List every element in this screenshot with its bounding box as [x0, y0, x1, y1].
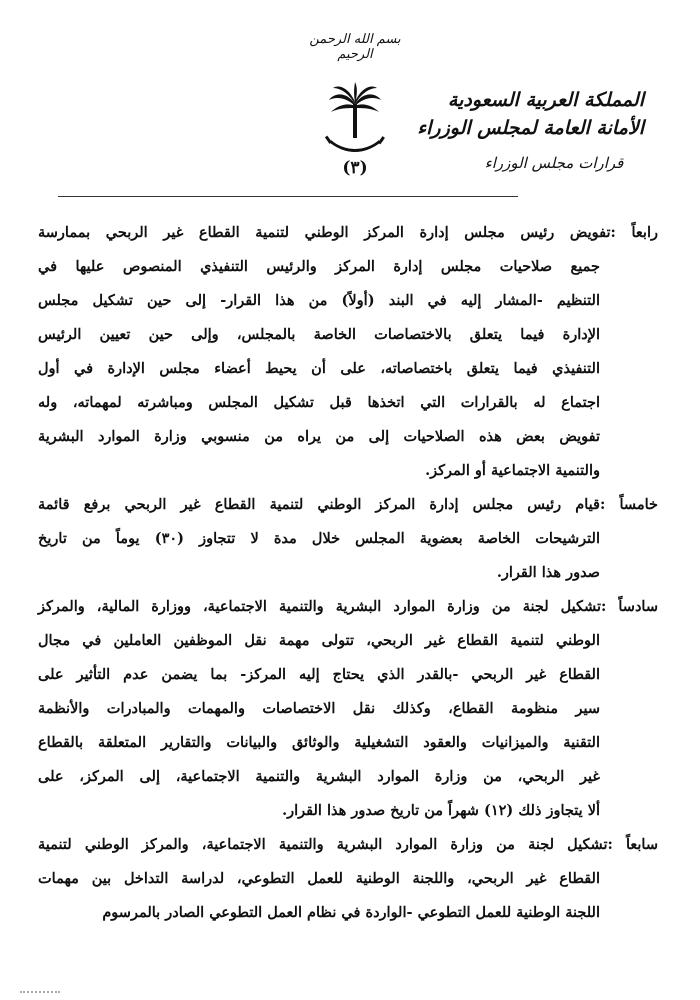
decision-line-text: والتنمية الاجتماعية أو المركز.: [425, 462, 600, 479]
decision-line-text: الترشيحات الخاصة بعضوية المجلس خلال مدة لا تتجاوز (٣٠) يوماً من تاريخ: [38, 530, 600, 547]
decision-line-text: تفويض رئيس مجلس إدارة المركز الوطني لتنمية القطاع غير الربحي بممارسة: [38, 224, 611, 241]
decision-line-text: الإدارة فيما يتعلق بالاختصاصات الخاصة بالمجلس، وإلى حين تعيين الرئيس: [38, 326, 600, 343]
kingdom-title: المملكة العربية السعودية: [447, 89, 644, 111]
decision-line: [38, 522, 658, 556]
decision-line: [38, 590, 658, 624]
issuing-authority: [417, 86, 644, 176]
decision-line-text: الوطني لتنمية القطاع غير الربحي، تتولى مهمة نقل الموظفين العاملين في مجال: [38, 632, 600, 649]
decision-line: [38, 250, 658, 284]
decision-line: [38, 862, 658, 896]
decision-line: [38, 556, 658, 590]
decision-line-text: التنظيم -المشار إليه في البند (أولاً) من هذا القرار- إلى حين تشكيل مجلس: [38, 292, 600, 309]
decision-item-label: سادساً :: [601, 598, 658, 615]
decision-line: [38, 386, 658, 420]
decision-line-text: تشكيل لجنة من وزارة الموارد البشرية والتنمية الاجتماعية، والمركز الوطني لتنمية: [38, 836, 608, 853]
decision-item: [38, 590, 658, 828]
decision-line-text: جميع صلاحيات مجلس إدارة المركز والرئيس التنفيذي المنصوص عليها في: [38, 258, 600, 275]
decision-item-label: خامساً :: [600, 496, 659, 513]
decision-line-text: تفويض بعض هذه الصلاحيات إلى من يراه من منسوبي وزارة الموارد البشرية: [38, 428, 600, 445]
decision-line-text: غير الربحي، من وزارة الموارد البشرية والتنمية الاجتماعية، إلى المركز، على: [38, 768, 600, 785]
decision-line: [38, 726, 658, 760]
decision-body: [38, 216, 658, 930]
saudi-palm-swords-emblem-icon: [325, 82, 385, 162]
decision-line: [38, 794, 658, 828]
decision-line: [38, 896, 658, 930]
decision-line: [38, 352, 658, 386]
decision-item: [38, 216, 658, 488]
decision-line: [38, 216, 658, 250]
decision-line: [38, 624, 658, 658]
decision-line-text: سير منظومة القطاع، وكذلك نقل الاختصاصات والمهمات والمبادرات والأنظمة: [38, 700, 600, 717]
header-divider: [58, 196, 518, 197]
decision-item-label: رابعاً :: [610, 224, 658, 241]
decision-item: [38, 488, 658, 590]
decision-line-text: اللجنة الوطنية للعمل التطوعي -الواردة في نظام العمل التطوعي الصادر بالمرسوم: [102, 904, 600, 921]
basmala: بسم الله الرحمن الرحيم: [309, 32, 401, 62]
decision-line: [38, 692, 658, 726]
decision-line: [38, 318, 658, 352]
decision-line-text: التقنية والميزانيات والعقود التشغيلية والوثائق والبيانات والتقارير المتعلقة بالقطاع: [38, 734, 600, 751]
decision-item: [38, 828, 658, 930]
page-number: (٣): [342, 158, 368, 178]
decision-line-text: التنفيذي فيما يتعلق باختصاصاته، على أن يحيط أعضاء مجلس الإدارة في أول: [38, 360, 600, 377]
decision-line: [38, 488, 658, 522]
decision-line: [38, 420, 658, 454]
decision-line: [38, 760, 658, 794]
secretariat-title: الأمانة العامة لمجلس الوزراء: [417, 117, 644, 139]
decision-line-text: ألا يتجاوز ذلك (١٢) شهراً من تاريخ صدور هذا القرار.: [282, 802, 600, 819]
footer-mark: [20, 991, 60, 996]
decision-line-text: صدور هذا القرار.: [496, 564, 600, 581]
decision-line: [38, 658, 658, 692]
decision-line-text: اجتماع له بالقرارات التي اتخذها قبل تشكيل المجلس ومباشرته لمهماته، وله: [38, 394, 600, 411]
decision-line-text: القطاع غير الربحي، واللجنة الوطنية للعمل التطوعي، لدراسة التداخل بين مهمات: [38, 870, 600, 887]
decision-line-text: القطاع غير الربحي -بالقدر الذي يحتاج إليه المركز- بما يضمن عدم التأثير على: [38, 666, 600, 683]
decision-line-text: تشكيل لجنة من وزارة الموارد البشرية والتنمية الاجتماعية، ووزارة المالية، والمركز: [38, 598, 601, 615]
decision-item-label: سابعاً :: [607, 836, 658, 853]
decision-line: [38, 454, 658, 488]
decision-line-text: قيام رئيس مجلس إدارة المركز الوطني لتنمية القطاع غير الربحي برفع قائمة: [38, 496, 600, 513]
decision-line: [38, 284, 658, 318]
decisions-title: قرارات مجلس الوزراء: [484, 154, 624, 172]
decision-line: [38, 828, 658, 862]
